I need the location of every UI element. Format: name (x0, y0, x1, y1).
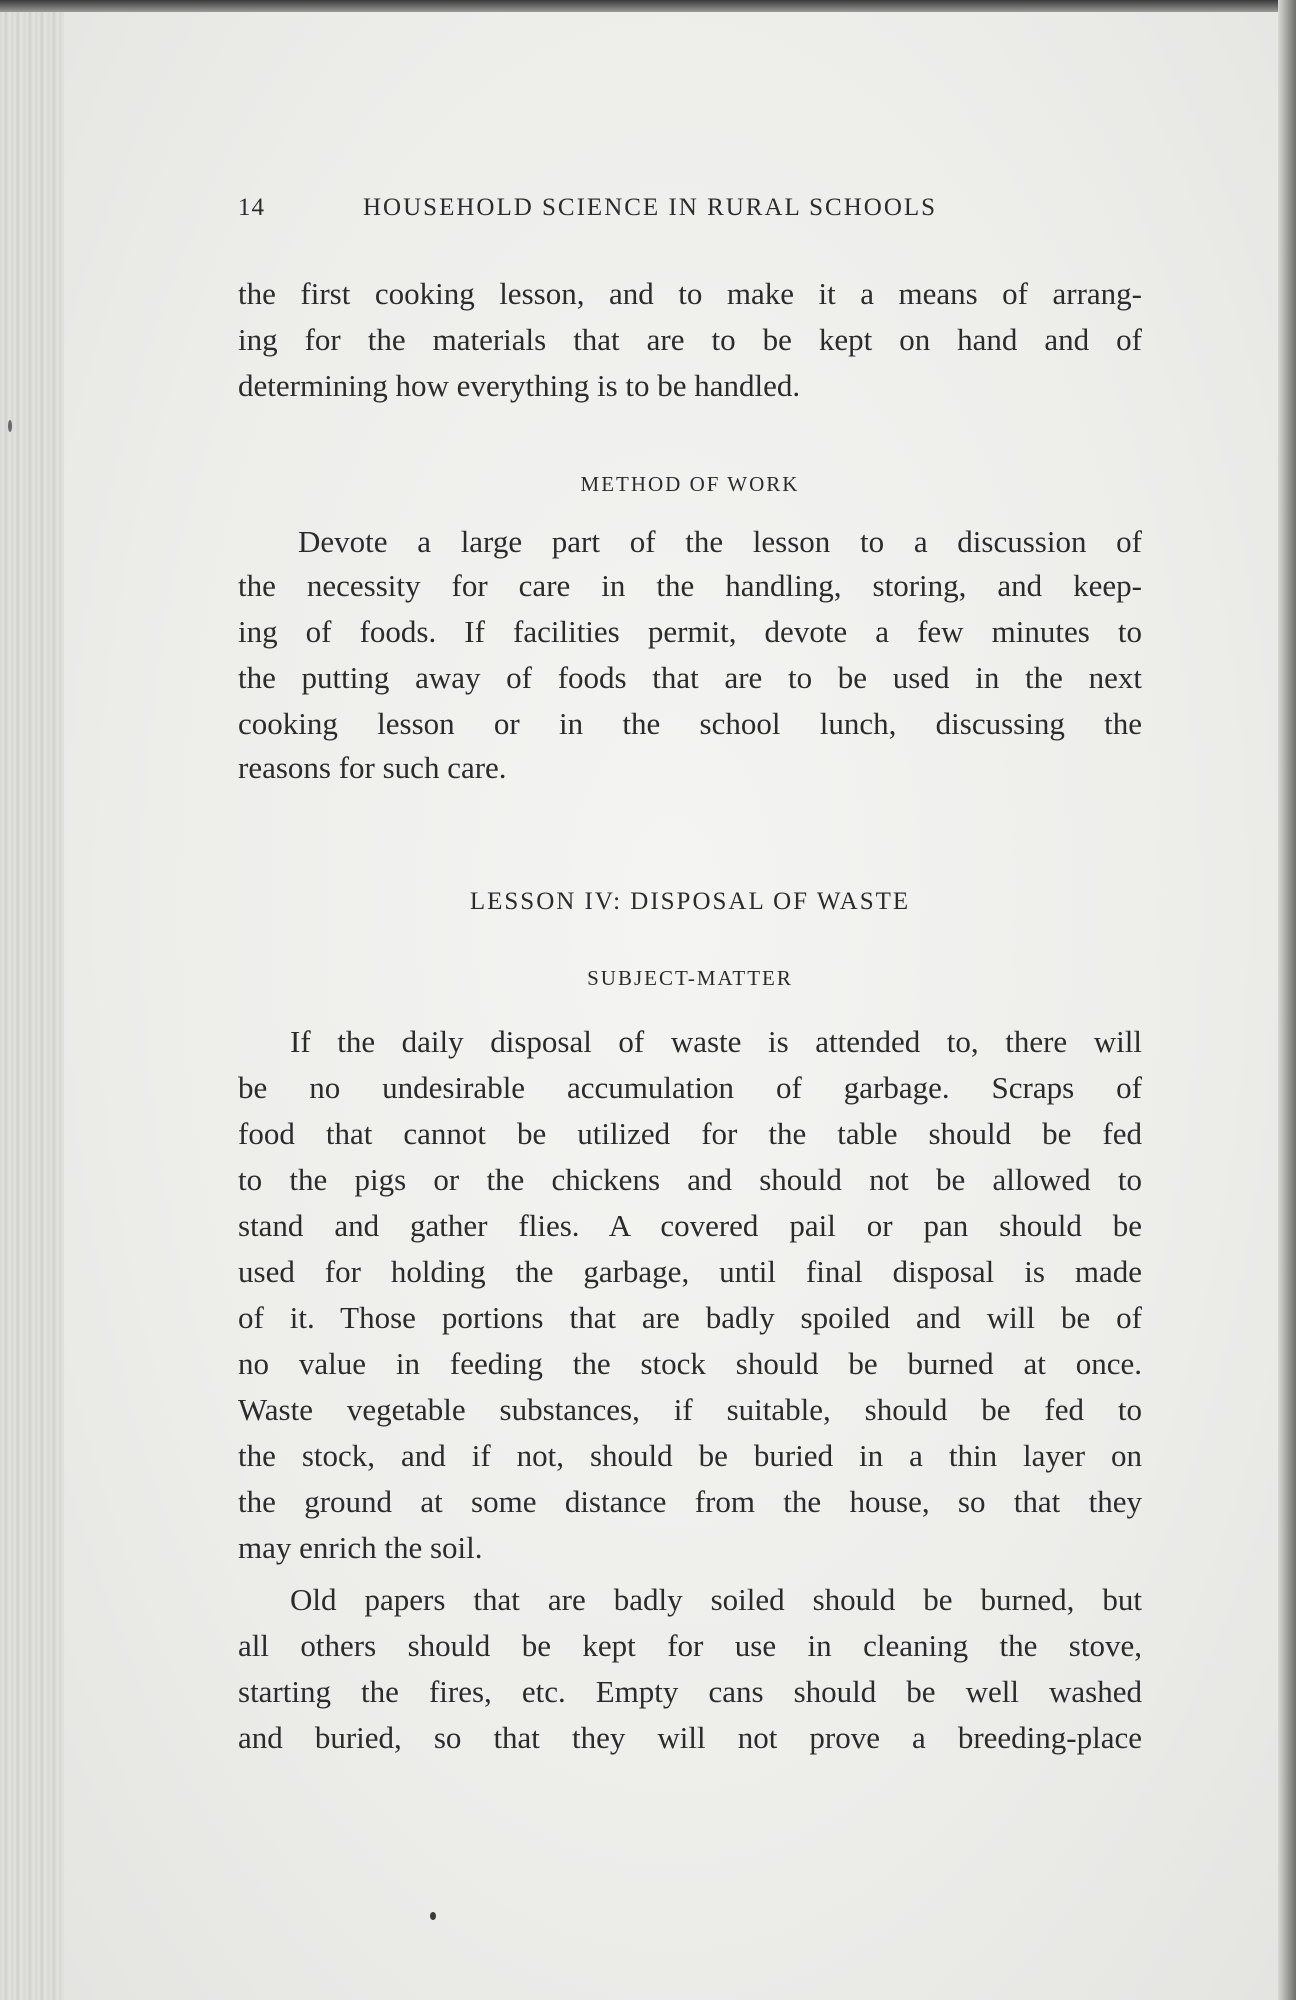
method-line: reasons for such care. (238, 750, 507, 785)
scan-right-edge (1278, 0, 1296, 2000)
lesson-subheading: SUBJECT-MATTER (587, 966, 793, 990)
lesson-para1-line: may enrich the soil. (238, 1530, 483, 1565)
method-line: the putting away of foods that are to be used in the next (238, 660, 1142, 695)
book-spine-edge (0, 0, 64, 2000)
running-head (238, 186, 1142, 230)
lesson-para2-line: starting the fires, etc. Empty cans should be well washed (238, 1674, 1142, 1709)
lesson-para1-line: of it. Those portions that are badly spoiled and will be of (238, 1300, 1142, 1335)
scan-top-edge (0, 0, 1296, 12)
lesson-para1-line: Waste vegetable substances, if suitable, should be fed to (238, 1392, 1142, 1427)
section-heading-method: METHOD OF WORK (580, 472, 800, 496)
lesson-para2-line: all others should be kept for use in cleaning the stove, (238, 1628, 1142, 1663)
lesson-para1-line: stand and gather flies. A covered pail or pan should be (238, 1208, 1142, 1243)
lesson-heading: LESSON IV: DISPOSAL OF WASTE (469, 888, 911, 915)
lesson-para1-line: the ground at some distance from the house, so that they (238, 1484, 1142, 1519)
lesson-para1-line: to the pigs or the chickens and should not be allowed to (238, 1162, 1142, 1197)
lesson-para1-line: the stock, and if not, should be buried in a thin layer on (238, 1438, 1142, 1473)
method-line: ing of foods. If facilities permit, devote a few minutes to (238, 614, 1142, 649)
lesson-para1-line: used for holding the garbage, until final disposal is made (238, 1254, 1142, 1289)
lesson-para1-line: be no undesirable accumulation of garbage. Scraps of (238, 1070, 1142, 1105)
lesson-para1-line: If the daily disposal of waste is attended to, there will (290, 1024, 1142, 1059)
intro-line: ing for the materials that are to be kept on hand and of (238, 322, 1142, 357)
method-line: Devote a large part of the lesson to a discussion of (298, 524, 1142, 559)
intro-line: the first cooking lesson, and to make it a means of arrang- (238, 276, 1142, 311)
ink-speck (430, 1912, 436, 1920)
ink-speck (8, 420, 12, 432)
page-number: 14 (238, 194, 265, 221)
lesson-para1-line: food that cannot be utilized for the table should be fed (238, 1116, 1142, 1151)
method-line: the necessity for care in the handling, storing, and keep- (238, 568, 1142, 603)
lesson-para2-line: and buried, so that they will not prove a breeding-place (238, 1720, 1142, 1755)
lesson-para1-line: no value in feeding the stock should be burned at once. (238, 1346, 1142, 1381)
intro-line: determining how everything is to be handled. (238, 368, 801, 403)
running-head-title: HOUSEHOLD SCIENCE IN RURAL SCHOOLS (363, 194, 938, 221)
lesson-para2-line: Old papers that are badly soiled should be burned, but (290, 1582, 1142, 1617)
method-line: cooking lesson or in the school lunch, discussing the (238, 706, 1142, 741)
